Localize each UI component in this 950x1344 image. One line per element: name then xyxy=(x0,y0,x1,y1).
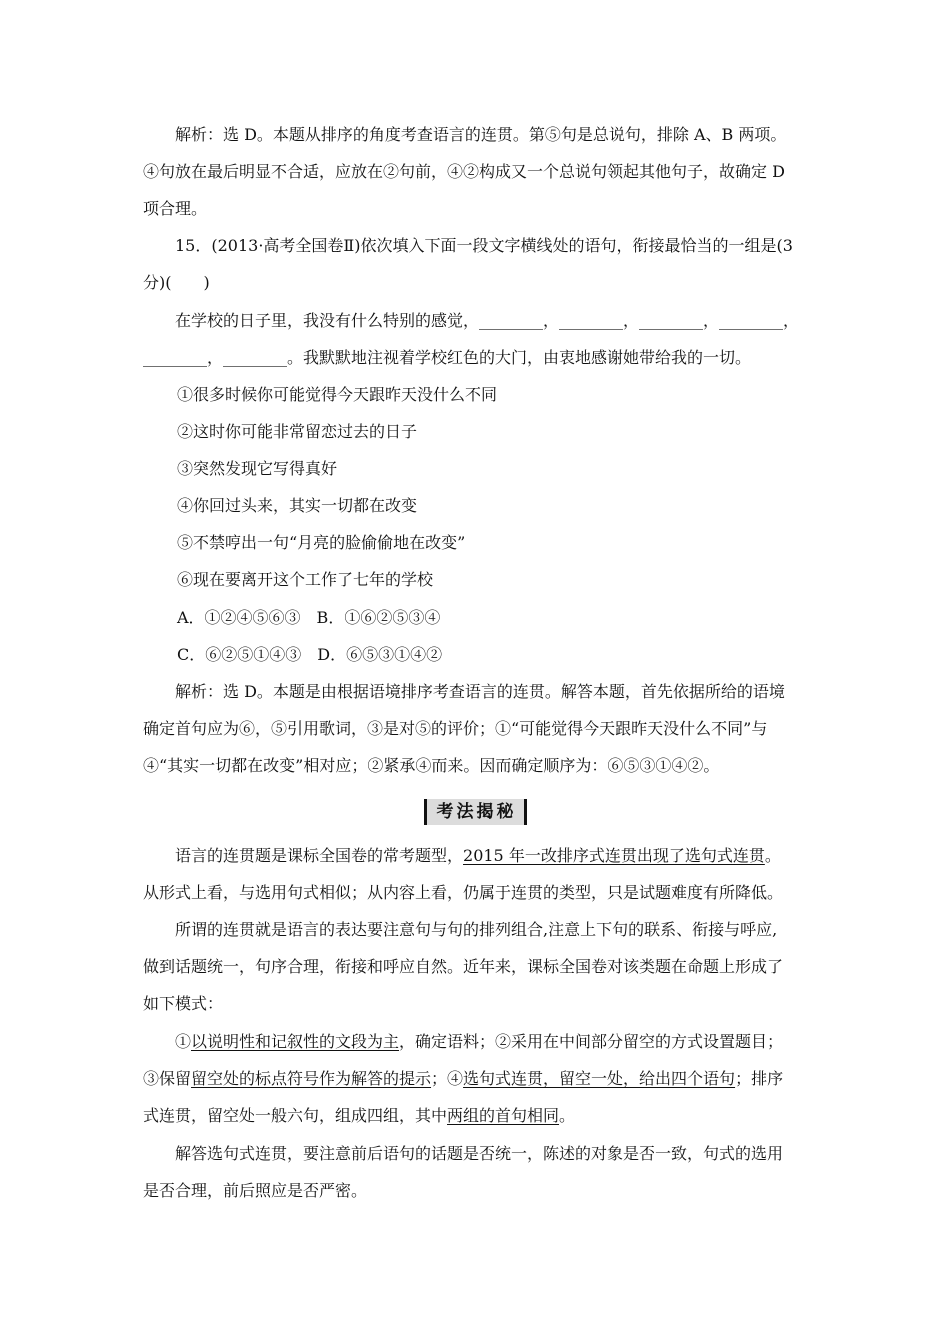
analysis-15-line-2: 确定首句应为⑥，⑤引用歌词，③是对⑤的评价；①“可能觉得今天跟昨天没什么不同”与 xyxy=(143,719,768,738)
para3-underlined-3: 选句式连贯，留空一处，给出四个语句 xyxy=(463,1069,736,1088)
sentence-option-5: ⑤不禁哼出一句“月亮的脸偷偷地在改变” xyxy=(177,533,466,552)
para3-text-g: 。 xyxy=(559,1106,576,1125)
passage-line-2: ________，________。我默默地注视着学校红色的大门，由衷地感谢她带给我的一切。 xyxy=(143,348,752,367)
paragraph-3 xyxy=(143,1023,811,1134)
para1-underlined: 2015 年一改排序式连贯出现了选句式连贯 xyxy=(463,846,765,865)
para1-text-b: 。 xyxy=(764,846,781,865)
analysis-prev xyxy=(143,116,811,227)
analysis-15-line-1: 解析：选 D。本题是由根据语境排序考查语言的连贯。解答本题，首先依据所给的语境 xyxy=(175,682,785,701)
analysis-prev-line-1: 解析：选 D。本题从排序的角度考查语言的连贯。第⑤句是总说句，排除 A、B 两项。 xyxy=(175,125,787,144)
paragraph-1 xyxy=(143,837,811,911)
sentence-option-2: ②这时你可能非常留恋过去的日子 xyxy=(177,422,418,441)
para3-underlined-2: 留空处的标点符号作为解答的提示 xyxy=(191,1069,432,1088)
sentence-option-1: ①很多时候你可能觉得今天跟昨天没什么不同 xyxy=(177,385,498,404)
sentence-option-6: ⑥现在要离开这个工作了七年的学校 xyxy=(177,570,434,589)
para4-line-1: 解答选句式连贯，要注意前后语句的话题是否统一，陈述的对象是否一致，句式的选用 xyxy=(175,1144,784,1163)
question-15-stem-line-2: 分)( ) xyxy=(143,273,210,292)
question-15-stem-line-1: 15．(2013·高考全国卷Ⅱ)依次填入下面一段文字横线处的语句，衔接最恰当的一组是(3 xyxy=(175,236,793,255)
para3-underlined-4: 两组的首句相同 xyxy=(447,1106,560,1125)
para3-text-a: ① xyxy=(175,1032,192,1051)
passage-line-1: 在学校的日子里，我没有什么特别的感觉，________，________，________，________， xyxy=(175,311,800,330)
para4-line-2: 是否合理，前后照应是否严密。 xyxy=(143,1181,368,1200)
para3-text-d: ；④ xyxy=(431,1069,464,1088)
para3-underlined-1: 以说明性和记叙性的文段为主 xyxy=(191,1032,400,1051)
question-15-passage xyxy=(143,302,811,376)
sentence-option-3: ③突然发现它写得真好 xyxy=(177,459,338,478)
section-heading-row xyxy=(0,796,950,828)
choices-cd: C．⑥②⑤①④③ D．⑥⑤③①④② xyxy=(177,645,443,664)
para1-text-a: 语言的连贯题是课标全国卷的常考题型， xyxy=(175,846,464,865)
sentence-option-4: ④你回过头来，其实一切都在改变 xyxy=(177,496,418,515)
paragraph-2 xyxy=(143,911,811,1022)
analysis-15-line-3: ④“其实一切都在改变”相对应；②紧承④而来。因而确定顺序为：⑥⑤③①④②。 xyxy=(143,756,720,775)
para1-line-2: 从形式上看，与选用句式相似；从内容上看，仍属于连贯的类型，只是试题难度有所降低。 xyxy=(143,883,784,902)
para2-line-1: 所谓的连贯就是语言的表达要注意句与句的排列组合,注意上下句的联系、衔接与呼应, xyxy=(175,920,778,939)
para3-text-b: ，确定语料；②采用在中间部分留空的方式设置题目； xyxy=(399,1032,784,1051)
para2-line-2: 做到话题统一，句序合理，衔接和呼应自然。近年来，课标全国卷对该类题在命题上形成了 xyxy=(143,957,784,976)
para3-text-f: 式连贯，留空处一般六句，组成四组，其中 xyxy=(143,1106,448,1125)
question-15-stem xyxy=(143,227,811,301)
analysis-prev-line-3: 项合理。 xyxy=(143,199,208,218)
analysis-prev-line-2: ④句放在最后明显不合适，应放在②句前，④②构成又一个总说句领起其他句子，故确定 D xyxy=(143,162,785,181)
section-heading: 考法揭秘 xyxy=(424,799,527,825)
paragraph-4 xyxy=(143,1135,811,1209)
question-15-analysis xyxy=(143,673,811,784)
para2-line-3: 如下模式： xyxy=(143,994,224,1013)
para3-text-e: ；排序 xyxy=(735,1069,784,1088)
choices-ab: A．①②④⑤⑥③ B．①⑥②⑤③④ xyxy=(177,608,441,627)
para3-text-c: ③保留 xyxy=(143,1069,192,1088)
